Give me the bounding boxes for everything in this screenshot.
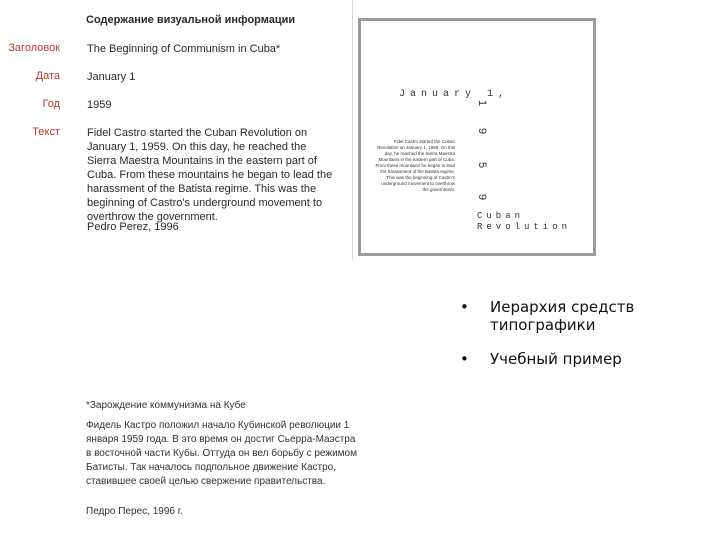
label-year: Год (42, 98, 60, 110)
poster-digit: 1 (476, 99, 489, 107)
poster-heading (477, 211, 571, 233)
poster-body-text: Fidel Castro started the Cuban Revolution on January 1, 1959. On this day, he reached the Sierra Maestra Mountains in the eastern part of Cuba. From these mountains he began to lead the harassment of the Batista regime. This was the beginning of Castro's underground movement to overthrow the government. (375, 139, 455, 192)
bullet-text: Учебный пример (490, 350, 622, 368)
poster-date: January 1, (399, 89, 510, 100)
label-date: Дата (35, 70, 60, 82)
poster-revolution: Revolution (477, 222, 572, 232)
section-heading: Содержание визуальной информации (86, 14, 296, 26)
label-text: Текст (32, 126, 60, 138)
typographic-poster (358, 18, 596, 256)
bullet-item (460, 298, 680, 334)
label-title: Заголовок (8, 42, 60, 54)
poster-digit: 9 (476, 127, 489, 135)
value-date: January 1 (87, 71, 136, 83)
poster-digit: 9 (476, 193, 489, 201)
russian-author: Педро Перес, 1996 г. (86, 506, 183, 517)
value-title: The Beginning of Communism in Cuba* (87, 43, 281, 55)
bullet-item (460, 350, 680, 368)
russian-text: Фидель Кастро положил начало Кубинской революции 1 января 1959 года. В это время он достиг Сьерра-Маэстра в восточной части Кубы. Оттуда он вел борьбу с режимом Батисты. Так началось подпольное движение Кастро, ставившее своей целью свержение правительства. (86, 420, 357, 487)
divider (352, 0, 353, 260)
bullet-text: Иерархия средств типографики (490, 298, 635, 334)
poster-digit: 5 (476, 161, 489, 169)
value-text: Fidel Castro started the Cuban Revolution on January 1, 1959. On this day, he reached the Sierra Maestra Mountains in the eastern part of Cuba. From these mountains he began to lead the harassment of the Batista regime. This was the beginning of Castro's underground movement to overthrow the government. (87, 127, 333, 223)
russian-title: *Зарождение коммунизма на Кубе (86, 400, 246, 411)
russian-translation (86, 400, 361, 489)
value-author: Pedro Perez, 1996 (87, 221, 179, 233)
bullet-list (460, 298, 680, 384)
poster-cuban: Cuban (477, 211, 525, 221)
value-year: 1959 (87, 99, 112, 111)
bullet-dot: • (460, 298, 469, 316)
bullet-dot: • (460, 350, 469, 368)
